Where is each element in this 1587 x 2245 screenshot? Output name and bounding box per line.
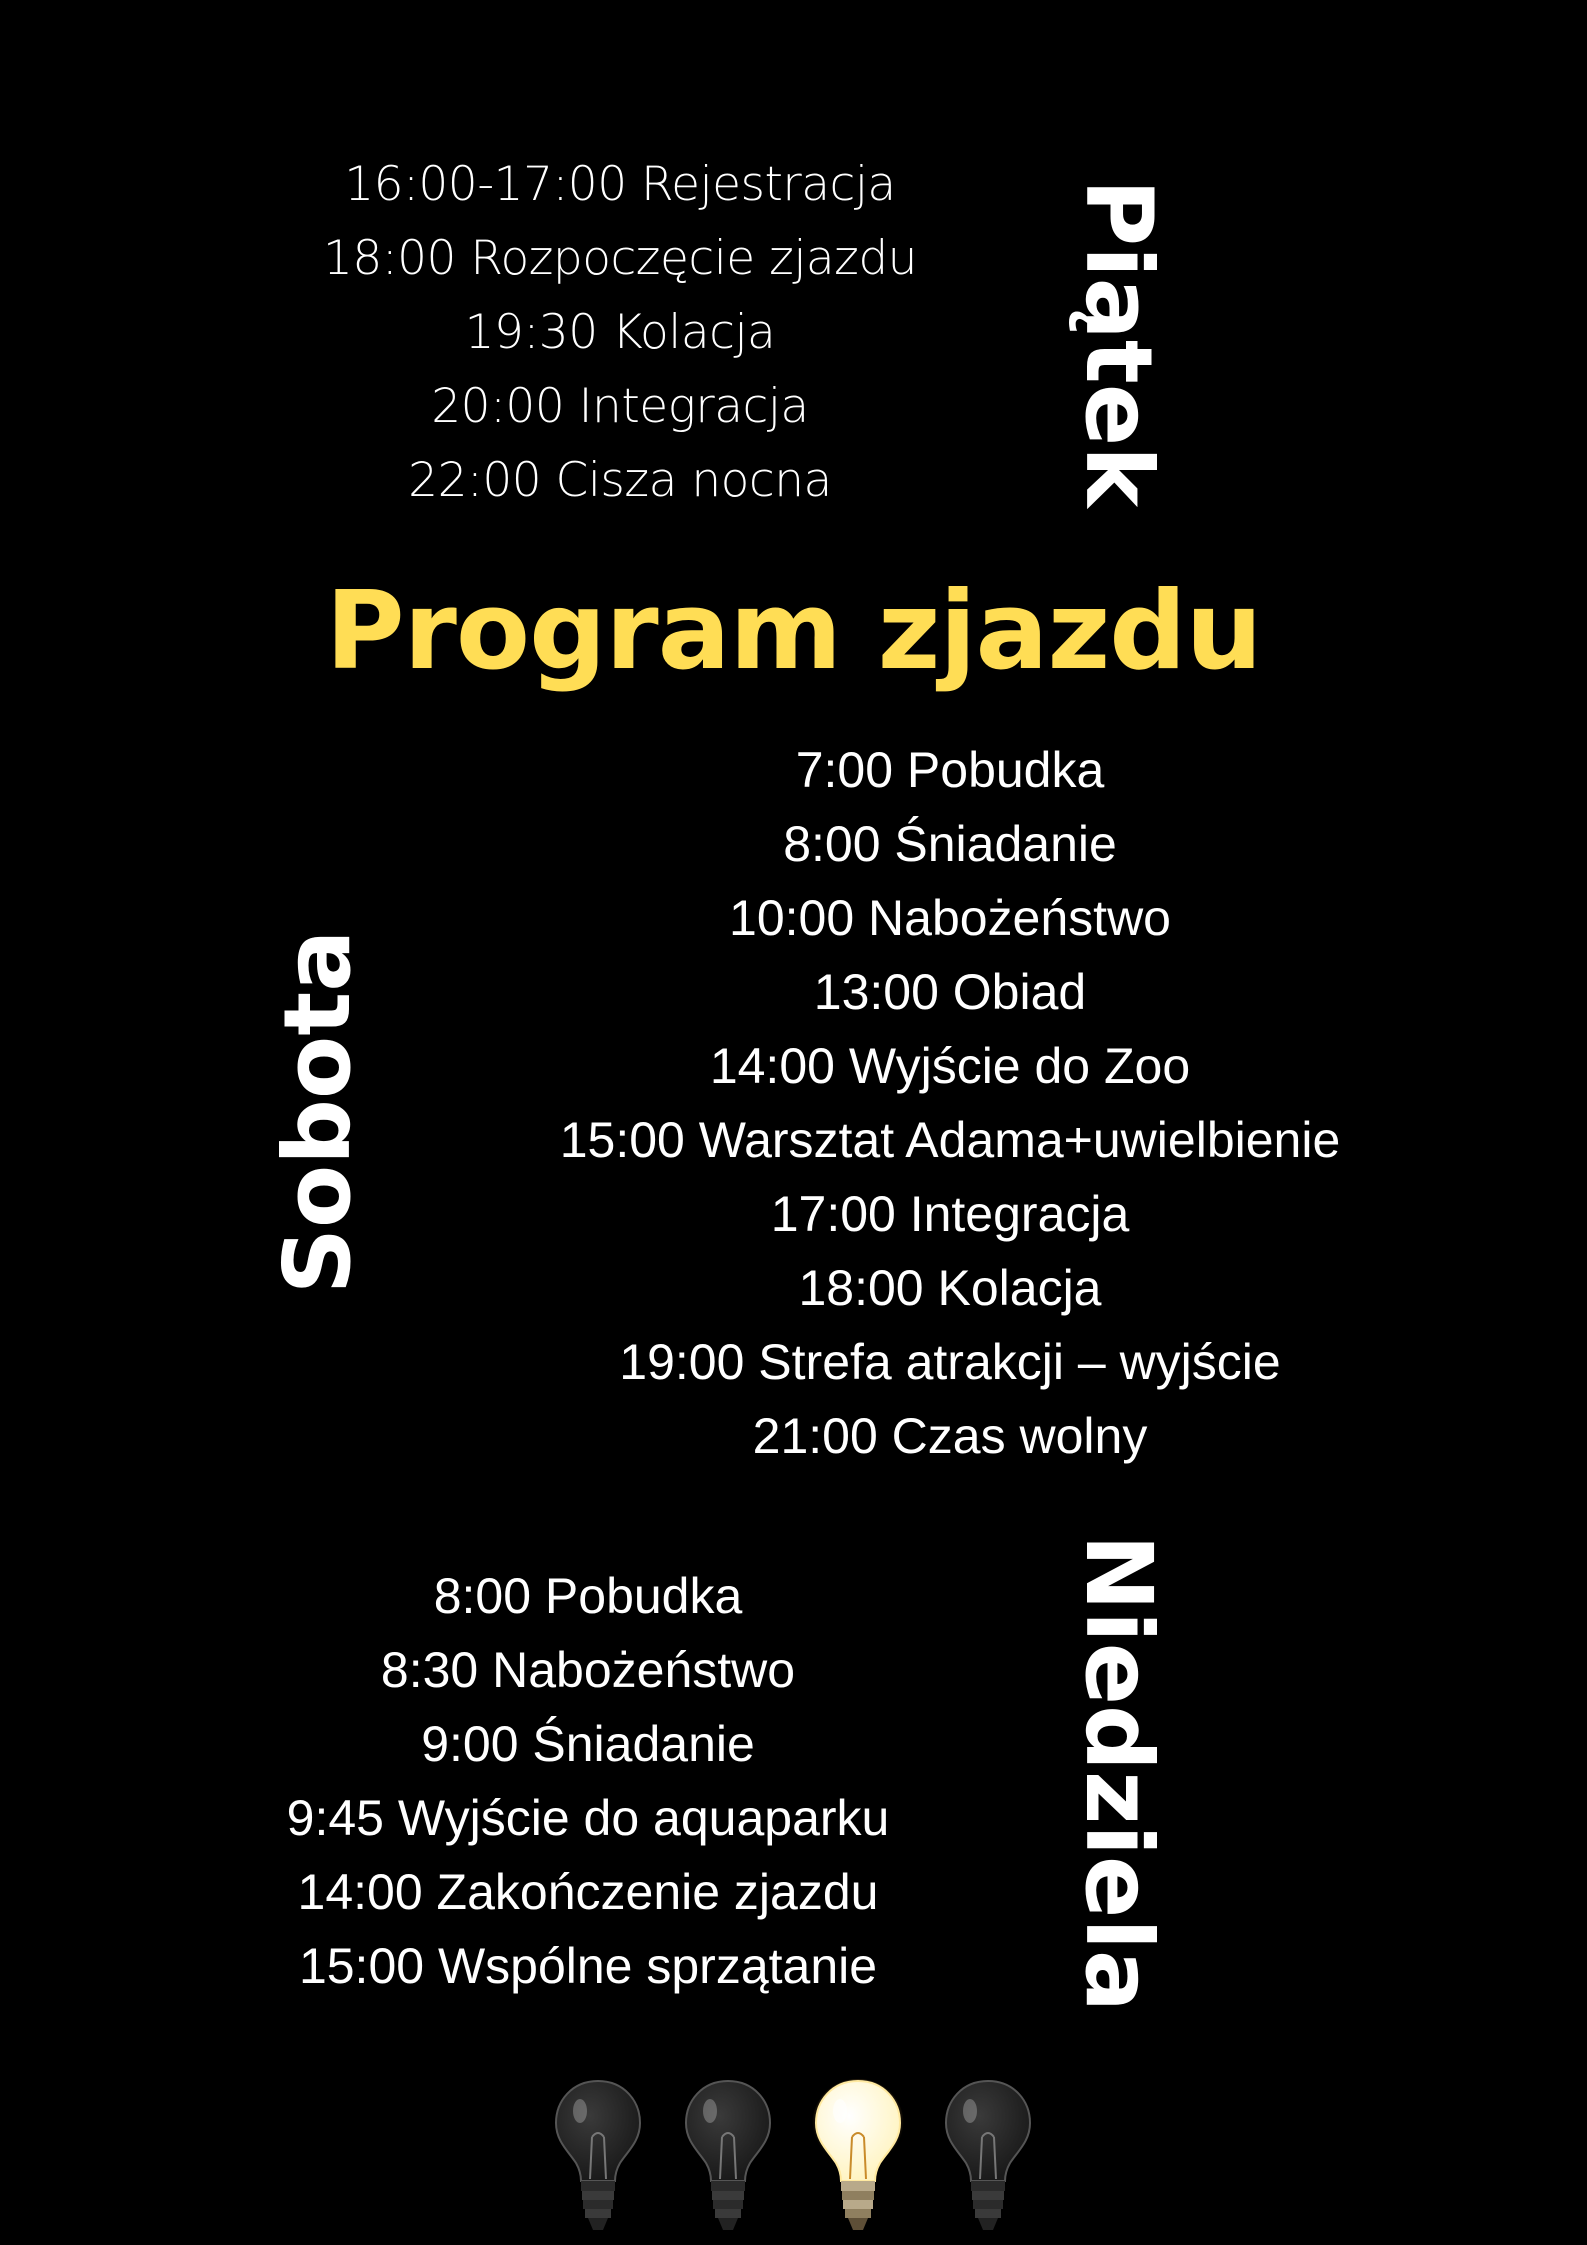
page-title: Program zjazdu <box>325 569 1262 694</box>
schedule-item: 14:00 Zakończenie zjazdu <box>297 1864 879 1920</box>
schedule-item: 8:00 Śniadanie <box>783 816 1117 872</box>
lightbulbs-decoration <box>548 2075 1034 2240</box>
saturday-schedule <box>480 733 1420 1473</box>
friday-schedule <box>182 148 1058 518</box>
schedule-item: 20:00 Integracja <box>431 379 809 434</box>
schedule-item: 8:30 Nabożeństwo <box>380 1642 796 1698</box>
schedule-item: 7:00 Pobudka <box>795 742 1105 798</box>
day-label-saturday: Sobota <box>264 929 371 1295</box>
schedule-item: 21:00 Czas wolny <box>752 1408 1148 1464</box>
schedule-item: 9:00 Śniadanie <box>421 1716 755 1772</box>
lightbulb-off-icon <box>678 2075 778 2240</box>
schedule-item: 15:00 Wspólne sprzątanie <box>298 1938 878 1994</box>
schedule-item: 19:30 Kolacja <box>464 305 776 360</box>
schedule-item: 22:00 Cisza nocna <box>408 453 832 508</box>
schedule-item: 9:45 Wyjście do aquaparku <box>286 1790 890 1846</box>
schedule-item: 13:00 Obiad <box>813 964 1087 1020</box>
schedule-item: 18:00 Rozpoczęcie zjazdu <box>323 231 917 286</box>
schedule-item: 10:00 Nabożeństwo <box>729 890 1171 946</box>
schedule-item: 8:00 Pobudka <box>433 1568 743 1624</box>
sunday-schedule <box>180 1559 996 2003</box>
schedule-item: 15:00 Warsztat Adama+uwielbienie <box>559 1112 1341 1168</box>
schedule-item: 19:00 Strefa atrakcji – wyjście <box>619 1334 1281 1390</box>
schedule-item: 14:00 Wyjście do Zoo <box>709 1038 1191 1094</box>
schedule-item: 18:00 Kolacja <box>798 1260 1102 1316</box>
day-label-sunday: Niedziela <box>1065 1534 1172 2012</box>
lightbulb-off-icon <box>548 2075 648 2240</box>
lightbulb-on-icon <box>808 2075 908 2240</box>
schedule-item: 16:00-17:00 Rejestracja <box>344 157 896 212</box>
lightbulb-off-icon <box>938 2075 1038 2240</box>
day-label-friday: Piątek <box>1065 178 1172 508</box>
schedule-item: 17:00 Integracja <box>770 1186 1130 1242</box>
